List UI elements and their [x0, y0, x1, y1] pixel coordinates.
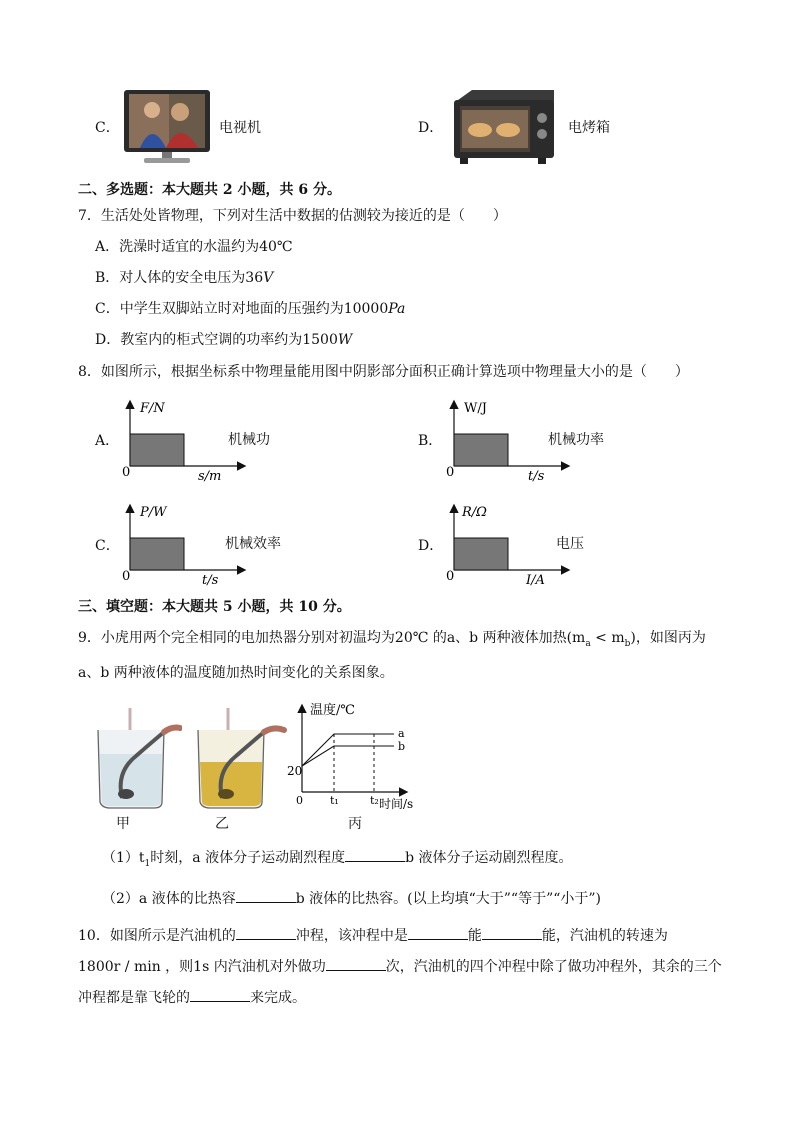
- q7-option-c: C．中学生双脚站立时对地面的压强约为10000Pa: [95, 301, 406, 317]
- line-a: [302, 734, 394, 766]
- section-heading: 三、填空题：本大题共 5 小题，共 10 分。: [78, 599, 351, 615]
- line-a-label: a: [398, 727, 405, 740]
- q9-sub2: （2）a 液体的比热容 b 液体的比热容。(以上均填“大于”“等于”“小于”): [102, 888, 601, 908]
- question-stem: 8．如图所示，根据坐标系中物理量能用图中阴影部分面积正确计算选项中物理量大小的是（ ）: [78, 364, 689, 380]
- q10-line2: 1800r / min ，则1s 内汽油机对外做功 次，汽油机的四个冲程中除了做功冲程外，其余的三个: [78, 956, 722, 976]
- origin-label: 0: [122, 465, 131, 480]
- x-axis-label: 时间/s: [379, 797, 414, 811]
- q8-option-c-quantity: 机械效率: [225, 536, 281, 552]
- option-c-label: 电视机: [219, 120, 261, 136]
- section-heading: 二、多选题：本大题共 2 小题，共 6 分。: [78, 182, 341, 198]
- electric-oven-image: [450, 88, 558, 166]
- answer-blank[interactable]: [326, 956, 386, 971]
- television-image: [122, 88, 212, 166]
- beaker-jia-image: [92, 702, 182, 812]
- q9-sub1: $(1)t_1$时刻，a 液体分子运动剧烈程度 b 液体分子运动剧烈程度。: [102, 847, 573, 873]
- q8-option-a-quantity: 机械功: [228, 432, 270, 448]
- q9-line1: 9．小虎用两个完全相同的电加热器分别对初温均为20℃ 的a、b 两种液体加热$(m_a < m_b)$，如图丙为: [78, 630, 706, 649]
- answer-blank[interactable]: [236, 925, 296, 940]
- q9-line2: a、b 两种液体的温度随加热时间变化的关系图象。: [78, 665, 394, 681]
- q8-option-c-letter: C．: [95, 538, 120, 554]
- q8-option-d-letter: D．: [418, 538, 444, 554]
- q8-option-a-letter: A．: [95, 433, 120, 449]
- origin-label: 0: [446, 569, 455, 584]
- x-axis-label: t/s: [528, 469, 545, 484]
- question-stem: 7．生活处处皆物理，下列对生活中数据的估测较为接近的是（ ）: [78, 208, 507, 224]
- q10-line3: 冲程都是靠飞轮的 来完成。: [78, 987, 306, 1007]
- y-axis-label: F/N: [140, 401, 165, 416]
- y-tick-label: 20: [287, 764, 303, 778]
- figure-label-jia: 甲: [116, 816, 130, 832]
- option-d-letter: D．: [418, 120, 444, 136]
- q8-option-b-letter: B．: [418, 433, 443, 449]
- origin-label: 0: [122, 569, 131, 584]
- option-c-letter: C．: [95, 120, 120, 136]
- answer-blank[interactable]: [190, 987, 250, 1002]
- q8-option-b-quantity: 机械功率: [548, 432, 604, 448]
- line-b: [302, 746, 394, 766]
- x-axis-label: I/A: [526, 573, 545, 588]
- q7-option-d: D．教室内的柜式空调的功率约为1500W: [95, 332, 353, 348]
- q7-option-a: A．洗澡时适宜的水温约为40℃: [95, 239, 293, 255]
- answer-blank[interactable]: [482, 925, 542, 940]
- q8-option-d-quantity: 电压: [556, 536, 584, 552]
- origin-label: 0: [446, 465, 455, 480]
- t1-label: t₁: [330, 794, 339, 807]
- temperature-graph: [282, 700, 422, 812]
- x-axis-label: s/m: [198, 469, 222, 484]
- q10-line1: 10．如图所示是汽油机的 冲程，该冲程中是 能 能，汽油机的转速为: [78, 925, 668, 945]
- t2-label: t₂: [370, 794, 379, 807]
- y-axis-label: 温度/℃: [310, 703, 355, 718]
- figure-label-bing: 丙: [348, 816, 362, 832]
- q7-option-b: B．对人体的安全电压为36V: [95, 270, 274, 286]
- y-axis-label: R/Ω: [462, 505, 487, 520]
- answer-blank[interactable]: [345, 847, 405, 862]
- x-axis-label: t/s: [202, 573, 219, 588]
- origin-label: 0: [296, 794, 303, 807]
- answer-blank[interactable]: [408, 925, 468, 940]
- answer-blank[interactable]: [236, 888, 296, 903]
- graph-d: [442, 500, 572, 588]
- beaker-yi-image: [192, 702, 287, 812]
- figure-label-yi: 乙: [215, 816, 229, 832]
- y-axis-label: W/J: [464, 401, 487, 416]
- option-d-label: 电烤箱: [568, 120, 610, 136]
- y-axis-label: P/W: [140, 505, 167, 520]
- line-b-label: b: [398, 740, 406, 753]
